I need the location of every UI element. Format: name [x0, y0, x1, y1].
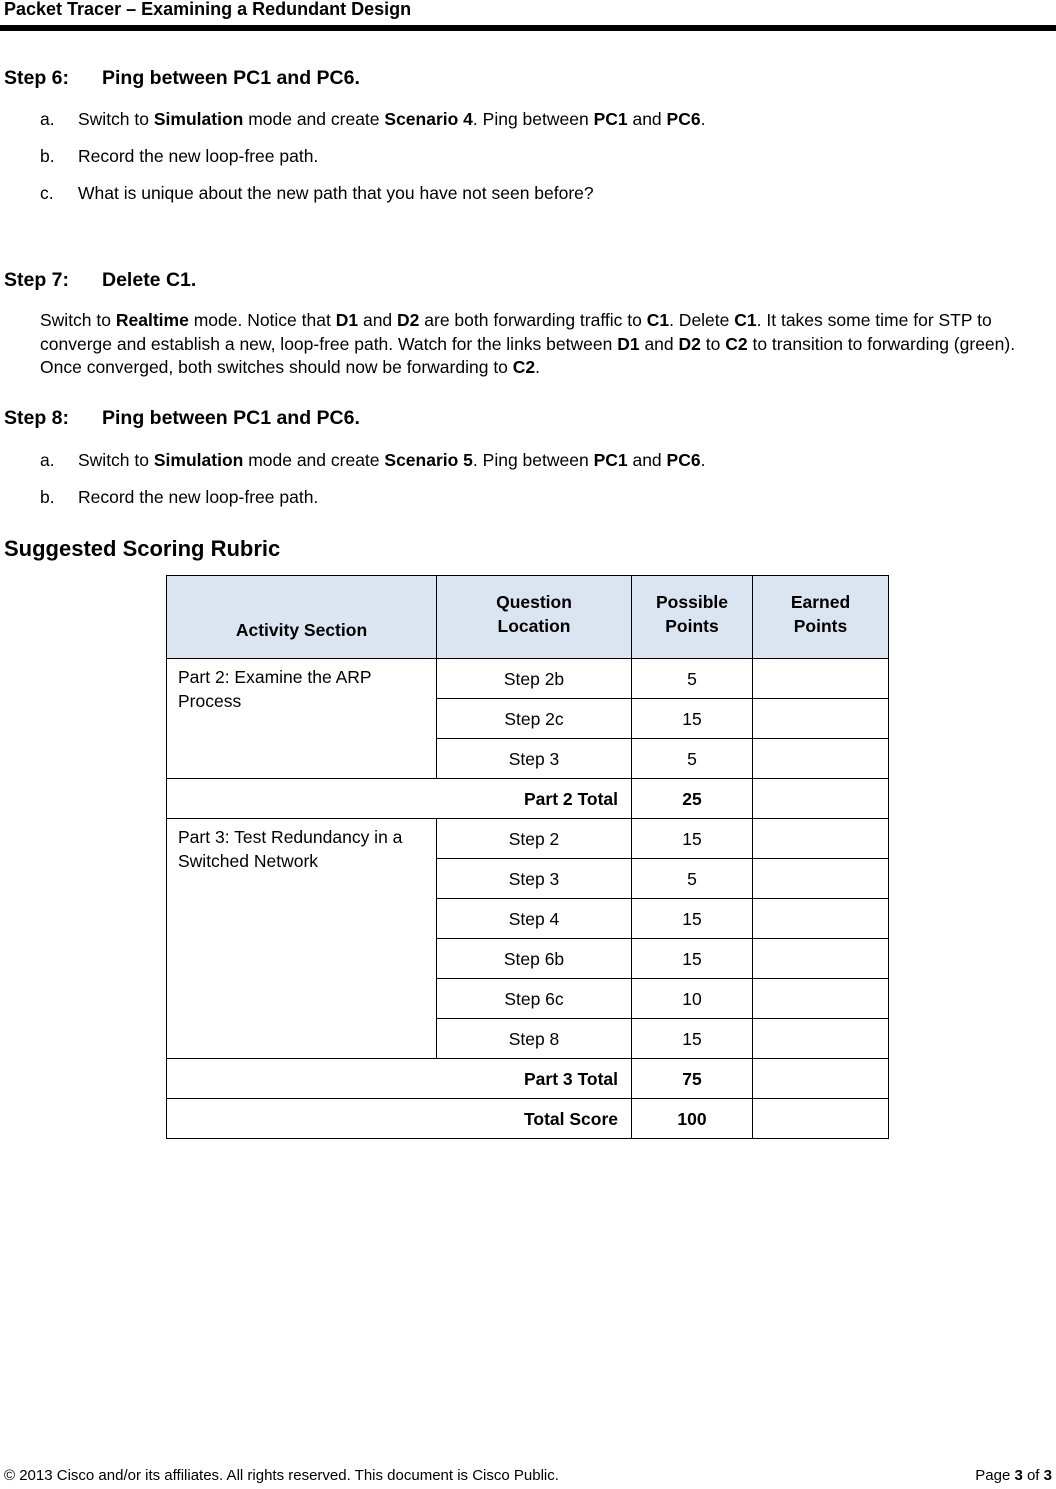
step8-number: Step 8:: [4, 407, 70, 429]
step7-number: Step 7:: [4, 269, 70, 291]
earned-points-cell[interactable]: [753, 939, 889, 979]
earned-points-cell[interactable]: [753, 1099, 889, 1139]
para-bold: D1: [335, 310, 359, 330]
para-text: to transition to forwarding (green). Once converged, both switches should now be forwarding to: [40, 333, 1016, 377]
points-cell: 15: [632, 1019, 753, 1059]
part3-section-cell: Part 3: Test Redundancy in a Switched Network: [167, 819, 437, 1059]
item-text: .: [700, 450, 706, 470]
part3-total-row: [167, 1059, 889, 1099]
col-header-activity-section: Activity Section: [167, 576, 437, 659]
earned-points-cell[interactable]: [753, 699, 889, 739]
para-text: and: [358, 310, 398, 330]
item-bold: PC6: [666, 109, 701, 129]
step6-item-c: [40, 182, 594, 204]
location-cell: Step 4: [437, 899, 632, 939]
rubric-heading: Suggested Scoring Rubric: [4, 536, 281, 561]
footer-page-number: [975, 1467, 1052, 1485]
col-header-earned-points: [753, 576, 889, 659]
item-bold: Simulation: [153, 450, 244, 470]
col-header-possible-points: [632, 576, 753, 659]
item-bold: Scenario 4: [384, 109, 473, 129]
points-cell: 5: [632, 739, 753, 779]
earned-points-cell[interactable]: [753, 819, 889, 859]
total-score-points-cell: 100: [632, 1099, 753, 1139]
para-text: and: [639, 333, 679, 354]
points-cell: 5: [632, 859, 753, 899]
points-cell: 15: [632, 939, 753, 979]
item-letter: b.: [40, 146, 55, 166]
page-current: 3: [1014, 1467, 1023, 1484]
item-letter: a.: [40, 450, 55, 470]
page-total: 3: [1043, 1467, 1052, 1484]
col-header-question-location: [437, 576, 632, 659]
location-cell: Step 3: [437, 859, 632, 899]
item-bold: PC6: [666, 450, 701, 470]
earned-points-cell[interactable]: [753, 859, 889, 899]
earned-points-cell[interactable]: [753, 1019, 889, 1059]
para-text: . Delete: [669, 310, 735, 330]
item-bold: PC1: [593, 450, 628, 470]
points-cell: 10: [632, 979, 753, 1019]
page-word: Page: [975, 1467, 1015, 1484]
earned-points-cell[interactable]: [753, 659, 889, 699]
para-bold: Realtime: [115, 310, 189, 330]
item-text: and: [627, 450, 667, 470]
item-text: What is unique about the new path that you have not seen before?: [78, 183, 594, 203]
header-line: Earned: [790, 592, 851, 612]
item-bold: PC1: [593, 109, 628, 129]
item-text: mode and create: [243, 450, 385, 470]
step6-item-a: [40, 108, 705, 130]
header-line: Possible: [656, 592, 728, 612]
header-line: Points: [665, 616, 719, 636]
earned-points-cell[interactable]: [753, 779, 889, 819]
para-text: .: [535, 357, 541, 377]
earned-points-cell[interactable]: [753, 1059, 889, 1099]
table-row: [167, 659, 889, 699]
location-cell: Step 3: [437, 739, 632, 779]
scoring-rubric-table: [166, 575, 889, 1139]
total-label-cell: Part 3 Total: [167, 1059, 632, 1099]
step6-item-b: [40, 145, 318, 167]
location-cell: Step 6b: [437, 939, 632, 979]
step6-number: Step 6:: [4, 67, 70, 89]
step8-item-b: [40, 486, 318, 508]
table-row: [167, 819, 889, 859]
header-line: Location: [497, 616, 571, 636]
item-bold: Simulation: [153, 109, 244, 129]
item-text: Record the new loop-free path.: [78, 146, 319, 166]
item-bold: Scenario 5: [384, 450, 473, 470]
item-text: mode and create: [243, 109, 385, 129]
total-label-cell: Part 2 Total: [167, 779, 632, 819]
location-cell: Step 8: [437, 1019, 632, 1059]
earned-points-cell[interactable]: [753, 899, 889, 939]
points-cell: 15: [632, 699, 753, 739]
para-bold: D1: [617, 333, 640, 354]
para-bold: C2: [512, 357, 536, 377]
earned-points-cell[interactable]: [753, 979, 889, 1019]
footer-copyright: © 2013 Cisco and/or its affiliates. All rights reserved. This document is Cisco Public.: [4, 1467, 559, 1484]
step8-item-a: [40, 449, 705, 471]
para-bold: D2: [678, 333, 701, 354]
item-text: .: [700, 109, 706, 129]
of-word: of: [1022, 1467, 1044, 1484]
grand-total-row: [167, 1099, 889, 1139]
points-cell: 15: [632, 899, 753, 939]
header-line: Question: [496, 592, 572, 612]
para-bold: C1: [734, 310, 757, 330]
step7-title: Delete C1.: [102, 269, 197, 291]
para-text: to: [700, 333, 726, 354]
item-letter: a.: [40, 109, 55, 129]
para-text: . It takes some time for STP to converge and establish a new, loop-free path. Watch for the links between: [40, 310, 992, 354]
header-rule: [0, 25, 1056, 31]
total-points-cell: 75: [632, 1059, 753, 1099]
para-bold: C1: [646, 310, 670, 330]
step6-heading: [4, 66, 360, 90]
earned-points-cell[interactable]: [753, 739, 889, 779]
total-points-cell: 25: [632, 779, 753, 819]
para-bold: C2: [725, 333, 748, 354]
table-header-row: [167, 576, 889, 659]
step7-paragraph: [40, 309, 1056, 380]
part2-total-row: [167, 779, 889, 819]
location-cell: Step 2b: [437, 659, 632, 699]
points-cell: 5: [632, 659, 753, 699]
item-text: . Ping between: [472, 450, 594, 470]
item-text: . Ping between: [472, 109, 594, 129]
step8-heading: [4, 406, 360, 430]
para-bold: D2: [397, 310, 420, 330]
part2-section-cell: Part 2: Examine the ARP Process: [167, 659, 437, 779]
para-text: mode. Notice that: [188, 310, 336, 330]
header-line: Points: [793, 616, 848, 636]
para-text: are both forwarding traffic to: [419, 310, 647, 330]
step8-title: Ping between PC1 and PC6.: [102, 407, 360, 429]
location-cell: Step 2c: [437, 699, 632, 739]
item-text: Switch to: [78, 450, 154, 470]
step7-heading: [4, 268, 196, 292]
item-letter: b.: [40, 487, 55, 507]
step6-title: Ping between PC1 and PC6.: [102, 67, 360, 89]
item-text: Record the new loop-free path.: [78, 487, 319, 507]
location-cell: Step 6c: [437, 979, 632, 1019]
document-title: Packet Tracer – Examining a Redundant Design: [4, 0, 412, 19]
item-letter: c.: [40, 183, 54, 203]
para-text: Switch to: [40, 310, 116, 330]
points-cell: 15: [632, 819, 753, 859]
location-cell: Step 2: [437, 819, 632, 859]
total-score-label-cell: Total Score: [167, 1099, 632, 1139]
item-text: Switch to: [78, 109, 154, 129]
item-text: and: [627, 109, 667, 129]
